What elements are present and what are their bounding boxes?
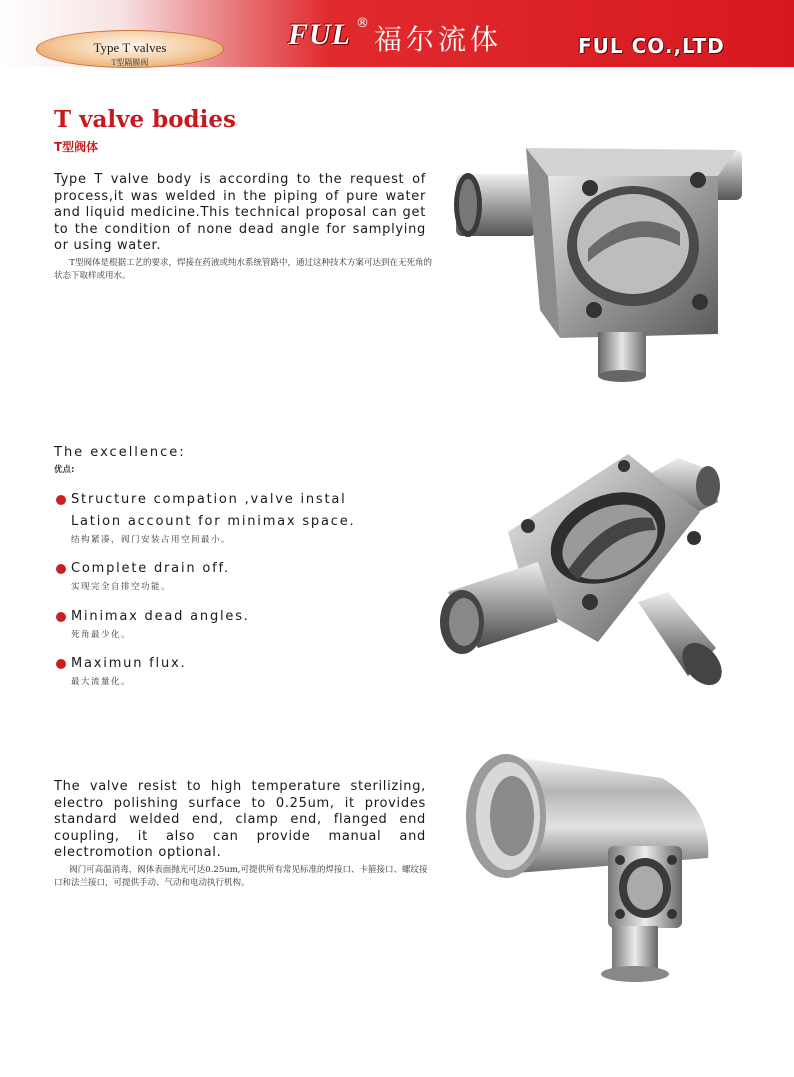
brand-name-cn: 福尔流体 — [374, 23, 503, 56]
intro-paragraph-cn: T型阀体是根据工艺的要求，焊接在药液或纯水系统管路中，通过这种技术方案可达到在无死角的状态下取样或用水。 — [54, 258, 432, 281]
closing-paragraph-cn: 阀门可高温消毒，阀体表面抛光可达0.25um,可提供所有常见标准的焊接口、卡箍接口、螺纹接口和法兰接口，可提供手动、气动和电动执行机构。 — [54, 865, 428, 888]
category-badge — [36, 30, 224, 68]
category-label-cn: T型隔膜阀 — [111, 58, 149, 67]
list-item-cn: 实现完全自排空功能。 — [71, 582, 172, 592]
list-item: Minimax dead angles. — [71, 609, 250, 624]
list-item: Structure compation ,valve instal — [71, 492, 347, 507]
bullet-dot — [56, 495, 66, 505]
t-valve-body-image — [448, 134, 748, 382]
bullet-dot — [56, 659, 66, 669]
list-item-cn: 最大流量化。 — [71, 677, 132, 687]
list-item-cn: 结构紧凑，阀门安装占用空间最小。 — [71, 535, 232, 545]
page-title: T valve bodies — [54, 106, 236, 133]
intro-paragraph: Type T valve body is according to the request of process,it was welded in the piping of pure water and liquid medicine.This technical proposal can get to the condition of none dead angle for samplying or using water. — [54, 172, 426, 253]
page-subtitle: T型阀体 — [54, 140, 99, 154]
brand-name: FUL — [288, 18, 351, 51]
closing-paragraph: The valve resist to high temperature sterilizing, electro polishing surface to 0.25um, it provides standard welded end, clamp end, flanged end coupling, it also can provide manual and electromotion optional. — [54, 779, 426, 860]
list-item-cn: 死角最少化。 — [71, 630, 132, 640]
tube-valve-assembly-image — [462, 748, 718, 984]
bullet-dot — [56, 612, 66, 622]
list-item-continuation: Lation account for minimax space. — [71, 514, 356, 529]
bullet-dot — [56, 564, 66, 574]
registered-mark: ® — [356, 16, 369, 31]
list-item: Complete drain off. — [71, 561, 230, 576]
list-item: Maximun flux. — [71, 656, 187, 671]
category-label: Type T valves — [93, 40, 167, 55]
valve-body-flange-image — [438, 452, 728, 692]
company-name: FUL CO.,LTD — [578, 34, 725, 58]
excellence-heading-cn: 优点: — [54, 465, 75, 475]
excellence-heading: The excellence: — [54, 445, 186, 460]
